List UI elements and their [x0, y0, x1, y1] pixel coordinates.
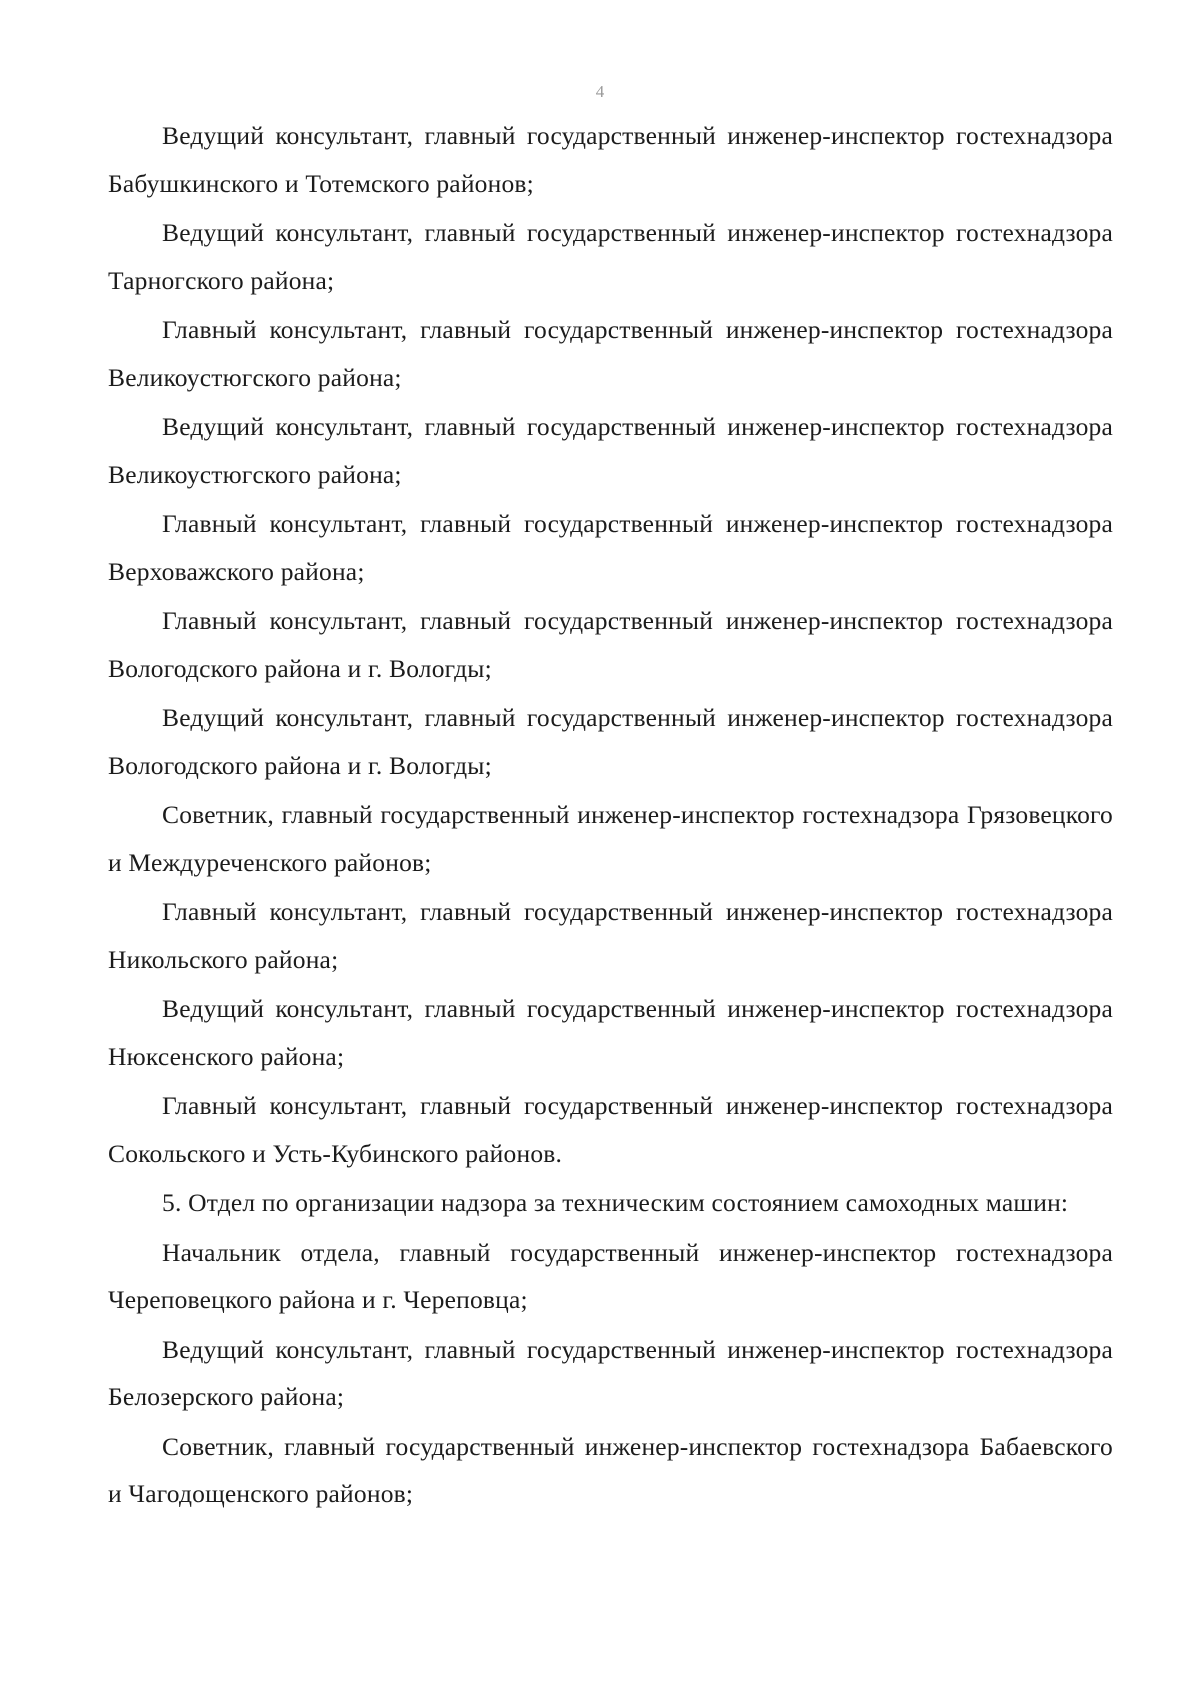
page-number: 4 — [595, 82, 605, 101]
paragraph: Советник, главный государственный инженер-инспектор гостехнадзора Бабаевского и Чагодощенского районов; — [108, 1431, 1113, 1508]
paragraph: Начальник отдела, главный государственный инженер-инспектор гостехнадзора Череповецкого района и г. Череповца; — [108, 1237, 1113, 1314]
paragraph: Главный консультант, главный государственный инженер-инспектор гостехнадзора Великоустюгского района; — [108, 315, 1113, 392]
paragraph: Ведущий консультант, главный государственный инженер-инспектор гостехнадзора Великоустюгского района; — [108, 412, 1113, 489]
paragraph: Главный консультант, главный государственный инженер-инспектор гостехнадзора Никольского района; — [108, 897, 1113, 974]
paragraph: Ведущий консультант, главный государственный инженер-инспектор гостехнадзора Вологодского района и г. Вологды; — [108, 703, 1113, 780]
document-body — [108, 112, 1113, 1520]
paragraph: Главный консультант, главный государственный инженер-инспектор гостехнадзора Вологодского района и г. Вологды; — [108, 606, 1113, 683]
paragraph: Ведущий консультант, главный государственный инженер-инспектор гостехнадзора Тарногского района; — [108, 218, 1113, 295]
paragraph: Советник, главный государственный инженер-инспектор гостехнадзора Грязовецкого и Междуреченского районов; — [108, 800, 1113, 877]
paragraph: Главный консультант, главный государственный инженер-инспектор гостехнадзора Верховажского района; — [108, 509, 1113, 586]
paragraph: Ведущий консультант, главный государственный инженер-инспектор гостехнадзора Нюксенского района; — [108, 994, 1113, 1071]
paragraph: Ведущий консультант, главный государственный инженер-инспектор гостехнадзора Бабушкинского и Тотемского районов; — [108, 121, 1113, 198]
paragraph: Главный консультант, главный государственный инженер-инспектор гостехнадзора Сокольского и Усть-Кубинского районов. — [108, 1091, 1113, 1168]
section-heading: 5. Отдел по организации надзора за техническим состоянием самоходных машин: — [162, 1188, 1069, 1217]
paragraph: Ведущий консультант, главный государственный инженер-инспектор гостехнадзора Белозерского района; — [108, 1334, 1113, 1411]
